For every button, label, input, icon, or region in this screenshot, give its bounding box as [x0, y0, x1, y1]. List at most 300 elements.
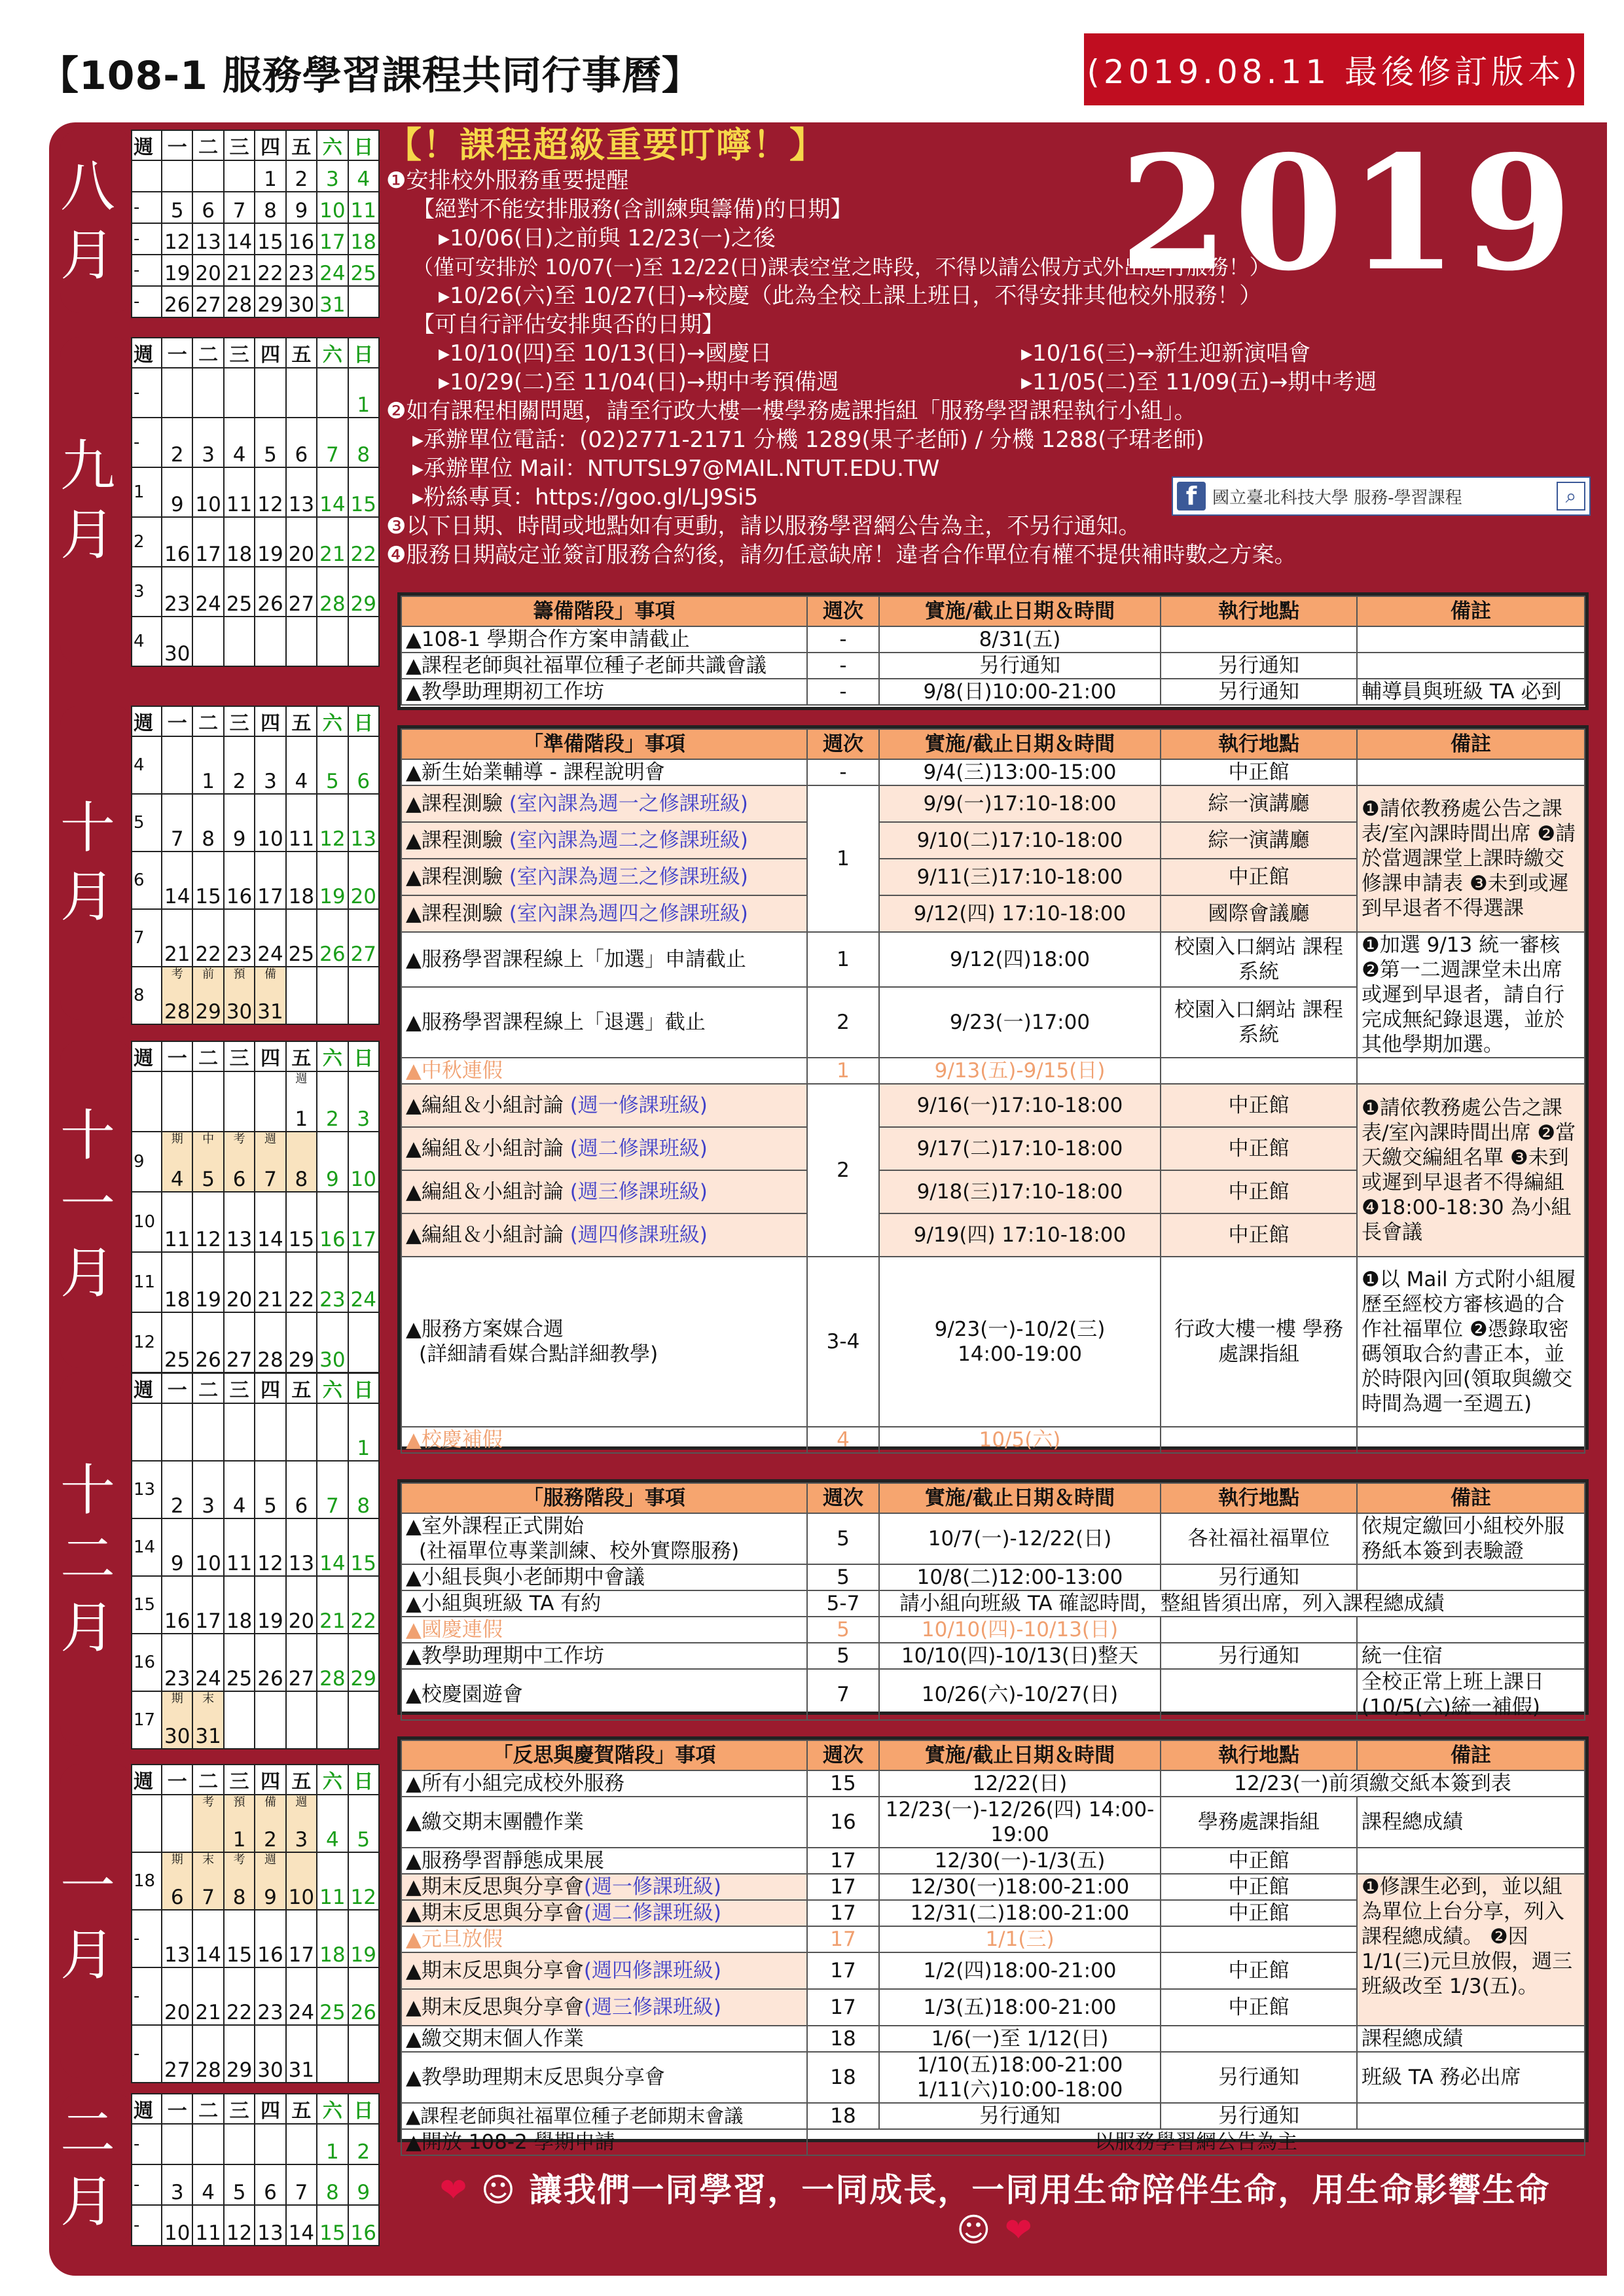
day-cell — [224, 794, 255, 852]
exam-tag: 前 — [202, 967, 215, 981]
day-cell — [192, 1071, 223, 1132]
day-cell — [286, 1252, 317, 1312]
day-number: 28 — [226, 293, 253, 317]
notice-line: （僅可安排於 10/07(一)至 12/22(日)課表空堂之時段，不得以請公假方式外出進行服務！） — [412, 255, 1271, 279]
weekday-header: 四 — [255, 2094, 285, 2124]
day-cell — [162, 1252, 192, 1312]
day-number: 30 — [164, 1725, 190, 1748]
day-number: 26 — [257, 1667, 283, 1691]
event-note: ❶加選 9/13 統一審核 ❷第一二週課堂未出席或遲到早退者，請自行完成無紀錄退選，並於其他學期加選。 — [1357, 932, 1585, 1058]
day-number: 18 — [164, 1288, 190, 1312]
event-item-text: ▲期末反思與分享會 — [406, 1959, 584, 1982]
weekday-header: 六 — [317, 1765, 348, 1795]
event-note — [1357, 1848, 1585, 1874]
day-cell — [255, 1910, 285, 1967]
day-number: 10 — [195, 1552, 221, 1575]
day-cell — [192, 736, 223, 794]
day-number: 22 — [288, 1288, 315, 1312]
day-cell — [255, 1403, 285, 1461]
day-cell — [192, 794, 223, 852]
day-cell — [286, 418, 317, 467]
week-number — [132, 1852, 162, 1910]
day-number: 13 — [257, 2221, 283, 2245]
day-number: 16 — [226, 885, 253, 908]
day-cell — [255, 736, 285, 794]
event-week: 17 — [807, 1952, 879, 1989]
day-number: 14 — [319, 1552, 346, 1575]
search-icon[interactable]: ⌕ — [1557, 482, 1585, 511]
event-date: 9/13(五)-9/15(日) — [879, 1058, 1161, 1084]
day-number: 1 — [134, 482, 145, 502]
week-number — [132, 192, 162, 223]
day-number: 4 — [325, 1828, 339, 1852]
day-cell — [192, 1576, 223, 1634]
day-cell — [255, 1132, 285, 1192]
event-date: 10/8(二)12:00-13:00 — [879, 1564, 1161, 1590]
day-number: 11 — [288, 827, 315, 851]
event-note: 依規定繳回小組校外服務紙本簽到表驗證 — [1357, 1513, 1585, 1564]
day-cell — [162, 1403, 192, 1461]
day-number: 17 — [134, 1710, 156, 1730]
weekday-header: 四 — [255, 338, 285, 368]
day-number: 7 — [232, 199, 246, 223]
weekday-header: 二 — [192, 338, 223, 368]
day-number: 3 — [134, 582, 145, 601]
day-number: 15 — [257, 230, 283, 254]
day-number: 1 — [357, 393, 370, 417]
event-item — [401, 859, 807, 895]
event-date-line: 14:00-19:00 — [958, 1342, 1082, 1366]
day-cell — [224, 255, 255, 286]
day-number: 16 — [288, 230, 315, 254]
notice-line: ❶安排校外服務重要提醒 — [386, 168, 629, 194]
exam-tag: 週 — [295, 1072, 308, 1086]
day-number: 15 — [350, 493, 376, 516]
day-cell — [317, 1312, 348, 1372]
day-number: 23 — [164, 1667, 190, 1691]
day-cell — [348, 517, 379, 567]
notice-line: ▸承辦單位 Mail：NTUTSL97@MAIL.NTUT.EDU.TW — [412, 456, 940, 482]
weekday-header: 三 — [224, 1765, 255, 1795]
week-number — [132, 617, 162, 666]
week-number — [132, 160, 162, 192]
day-number: 12 — [257, 1552, 283, 1575]
day-number: 13 — [164, 1943, 190, 1967]
day-cell — [162, 2025, 192, 2083]
week-number — [132, 1576, 162, 1634]
event-item-text: ▲編組＆小組討論 — [406, 1094, 564, 1117]
col-header: 週次 — [807, 596, 879, 626]
week-number — [132, 1518, 162, 1576]
event-place: 學務處課指組 — [1161, 1797, 1357, 1848]
day-number: 4 — [134, 755, 145, 775]
day-number: 15 — [226, 1943, 253, 1967]
col-header: 備註 — [1357, 596, 1585, 626]
event-week: 7 — [807, 1669, 879, 1720]
day-number: 24 — [288, 2001, 315, 2024]
day-cell — [224, 1252, 255, 1312]
day-number: 26 — [350, 2001, 376, 2024]
event-item: ▲小組長與小老師期中會議 — [401, 1564, 807, 1590]
event-date: 8/31(五) — [879, 626, 1161, 653]
weekday-header: 日 — [348, 706, 379, 736]
event-note: 班級 TA 務必出席 — [1357, 2052, 1585, 2103]
day-cell — [162, 467, 192, 517]
day-number: 29 — [226, 2058, 253, 2082]
day-number: 5 — [232, 2181, 246, 2204]
day-cell — [348, 1192, 379, 1252]
class-label: (室內課為週二之修課班級) — [509, 829, 748, 852]
event-note — [1357, 1427, 1585, 1453]
day-number: 15 — [195, 885, 221, 908]
day-cell — [224, 223, 255, 255]
event-place — [1161, 1058, 1357, 1084]
day-cell — [192, 1403, 223, 1461]
day-cell — [162, 1634, 192, 1691]
event-place: 另行通知 — [1161, 679, 1357, 705]
weekday-header: 二 — [192, 2094, 223, 2124]
day-number: 9 — [264, 1886, 277, 1909]
day-cell — [286, 1461, 317, 1518]
day-number: 21 — [257, 1288, 283, 1312]
day-cell — [286, 1518, 317, 1576]
day-cell — [255, 223, 285, 255]
event-date: 12/23(一)-12/26(四) 14:00-19:00 — [879, 1797, 1161, 1848]
day-number: - — [134, 2134, 140, 2154]
day-number: 8 — [232, 1886, 246, 1909]
day-cell — [317, 1132, 348, 1192]
weekday-header: 六 — [317, 130, 348, 160]
day-cell — [224, 1403, 255, 1461]
day-number: 6 — [232, 1168, 246, 1191]
day-number: 11 — [164, 1228, 190, 1251]
weekday-header: 日 — [348, 1765, 379, 1795]
day-number: 5 — [264, 1494, 277, 1518]
day-cell — [255, 852, 285, 909]
day-cell — [224, 567, 255, 617]
notice-line: 【可自行評估安排與否的日期】 — [412, 312, 724, 338]
day-number: 6 — [202, 199, 215, 223]
event-date: 1/6(一)至 1/12(日) — [879, 2026, 1161, 2052]
day-number: 19 — [195, 1288, 221, 1312]
day-number: 1 — [295, 1107, 308, 1131]
day-number: 21 — [226, 262, 253, 285]
day-number: 25 — [226, 592, 253, 616]
day-cell — [224, 1461, 255, 1518]
day-number: 23 — [226, 942, 253, 966]
event-place: 校園入口網站 課程系統 — [1161, 932, 1357, 987]
day-cell — [192, 467, 223, 517]
day-number: 27 — [226, 1348, 253, 1372]
event-item: ▲新生始業輔導 - 課程說明會 — [401, 759, 807, 785]
weekday-header: 一 — [162, 1041, 192, 1071]
day-number: 13 — [134, 1480, 156, 1499]
week-number — [132, 2124, 162, 2164]
day-number: 9 — [170, 1552, 184, 1575]
month-label: 九月 — [60, 337, 134, 664]
day-cell — [348, 1852, 379, 1910]
day-cell — [317, 2164, 348, 2205]
event-item: ▲教學助理期中工作坊 — [401, 1643, 807, 1669]
day-cell — [317, 2205, 348, 2246]
day-cell — [162, 1071, 192, 1132]
day-cell — [255, 1312, 285, 1372]
weekday-header: 四 — [255, 1373, 285, 1403]
day-number: 7 — [170, 827, 184, 851]
event-week: 17 — [807, 1874, 879, 1900]
event-date: 12/31(二)18:00-21:00 — [879, 1900, 1161, 1926]
day-number: - — [134, 2215, 140, 2235]
day-cell — [317, 1852, 348, 1910]
day-number: 29 — [350, 1667, 376, 1691]
day-cell — [255, 1576, 285, 1634]
week-number — [132, 368, 162, 418]
event-item: ▲繳交期末個人作業 — [401, 2026, 807, 2052]
day-cell — [255, 1192, 285, 1252]
day-number: 13 — [288, 493, 315, 516]
day-number: 6 — [357, 770, 370, 793]
event-week: 18 — [807, 2103, 879, 2129]
day-cell — [348, 255, 379, 286]
weekday-header: 五 — [286, 1765, 317, 1795]
day-cell — [317, 1576, 348, 1634]
event-place: 行政大樓一樓 學務處課指組 — [1161, 1257, 1357, 1427]
month-label: 十月 — [60, 706, 134, 1020]
event-place — [1161, 1427, 1357, 1453]
day-cell — [286, 192, 317, 223]
event-item — [401, 1257, 807, 1427]
event-item — [401, 1127, 807, 1170]
day-cell — [255, 255, 285, 286]
event-item: ▲所有小組完成校外服務 — [401, 1770, 807, 1797]
day-number: 5 — [170, 199, 184, 223]
day-number: 20 — [226, 1288, 253, 1312]
week-number — [132, 1192, 162, 1252]
day-number: 12 — [164, 230, 190, 254]
notice-line: ▸11/05(二)至 11/09(五)→期中考週 — [1021, 369, 1377, 395]
day-number: 5 — [357, 1828, 370, 1852]
day-cell — [317, 286, 348, 317]
day-cell — [162, 617, 192, 666]
event-date: 另行通知 — [879, 653, 1161, 679]
day-cell — [162, 1192, 192, 1252]
day-number: 4 — [134, 632, 145, 651]
day-number: 19 — [164, 262, 190, 285]
day-number: 5 — [134, 813, 145, 833]
week-number — [132, 1691, 162, 1749]
day-number: 28 — [195, 2058, 221, 2082]
day-cell — [162, 1132, 192, 1192]
day-cell — [255, 1071, 285, 1132]
day-cell — [255, 1252, 285, 1312]
day-cell — [286, 286, 317, 317]
day-number: 22 — [195, 942, 221, 966]
day-cell — [348, 1252, 379, 1312]
heart-icon: ❤ — [439, 2171, 469, 2209]
week-number — [132, 1132, 162, 1192]
event-item: ▲教學助理期初工作坊 — [401, 679, 807, 705]
day-number: - — [134, 1929, 140, 1948]
weekday-header: 二 — [192, 1373, 223, 1403]
day-cell — [286, 1795, 317, 1852]
event-item: ▲校慶補假 — [401, 1427, 807, 1453]
day-number: 22 — [350, 1609, 376, 1633]
day-cell — [192, 617, 223, 666]
day-number: 29 — [257, 293, 283, 317]
day-number: 14 — [195, 1943, 221, 1967]
day-cell — [224, 286, 255, 317]
event-place: 中正館 — [1161, 1213, 1357, 1257]
day-cell — [162, 1461, 192, 1518]
day-number: 11 — [350, 199, 376, 223]
day-number: 27 — [350, 942, 376, 966]
day-number: 31 — [257, 1000, 283, 1024]
day-cell — [224, 1192, 255, 1252]
day-cell — [162, 1795, 192, 1852]
day-cell — [192, 967, 223, 1024]
day-number: 29 — [350, 592, 376, 616]
day-cell — [286, 2025, 317, 2083]
day-number: 19 — [319, 885, 346, 908]
exam-tag: 期 — [171, 1692, 183, 1706]
prep-stage-table — [397, 592, 1589, 710]
exam-tag: 週 — [295, 1795, 308, 1809]
day-cell — [348, 967, 379, 1024]
weekday-header: 三 — [224, 706, 255, 736]
year-heading: 2019 — [1119, 121, 1578, 306]
weekday-header: 一 — [162, 2094, 192, 2124]
event-item-text: ▲室外課程正式開始 — [406, 1515, 584, 1538]
day-cell — [162, 418, 192, 467]
day-cell — [348, 1461, 379, 1518]
day-cell — [162, 1576, 192, 1634]
day-number: 27 — [288, 592, 315, 616]
weekday-header: 五 — [286, 1041, 317, 1071]
day-cell — [286, 517, 317, 567]
event-place: 12/23(一)前須繳交紙本簽到表 — [1161, 1770, 1585, 1797]
day-cell — [192, 286, 223, 317]
day-cell — [317, 736, 348, 794]
event-date-line: 9/23(一)-10/2(三) — [934, 1318, 1106, 1341]
event-item-text: ▲課程測驗 — [406, 865, 503, 889]
event-date-line: 1/10(五)18:00-21:00 — [916, 2053, 1123, 2077]
day-number: 20 — [350, 885, 376, 908]
event-place — [1161, 626, 1357, 653]
month-calendar — [131, 1764, 380, 2083]
event-item-text: ▲編組＆小組討論 — [406, 1223, 564, 1247]
day-cell — [162, 852, 192, 909]
exam-tag: 考 — [171, 967, 183, 981]
day-cell — [317, 1691, 348, 1749]
week-number — [132, 1634, 162, 1691]
week-number — [132, 909, 162, 967]
day-cell — [255, 517, 285, 567]
day-number: 25 — [288, 942, 315, 966]
day-cell — [286, 1132, 317, 1192]
col-header: 實施/截止日期＆時間 — [879, 1483, 1161, 1513]
event-note: 輔導員與班級 TA 必到 — [1357, 679, 1585, 705]
day-cell — [317, 368, 348, 418]
day-cell — [286, 967, 317, 1024]
day-cell — [317, 1071, 348, 1132]
day-number: 10 — [134, 1212, 156, 1232]
day-cell — [192, 1132, 223, 1192]
day-cell — [286, 794, 317, 852]
weekday-header: 六 — [317, 2094, 348, 2124]
day-number: 31 — [319, 293, 346, 317]
day-cell — [162, 1691, 192, 1749]
day-cell — [317, 2124, 348, 2164]
day-number: 18 — [134, 1871, 156, 1891]
week-number — [132, 1071, 162, 1132]
facebook-search-box[interactable] — [1172, 476, 1591, 516]
event-item: ▲元旦放假 — [401, 1926, 807, 1952]
class-label: (週三修課班級) — [569, 1180, 708, 1204]
day-number: 28 — [164, 1000, 190, 1024]
day-number: 12 — [226, 2221, 253, 2245]
serve-stage-table — [397, 1479, 1589, 1719]
week-number — [132, 1252, 162, 1312]
day-cell — [348, 223, 379, 255]
day-cell — [348, 160, 379, 192]
weekday-header: 六 — [317, 1373, 348, 1403]
day-cell — [224, 2025, 255, 2083]
event-note — [1357, 653, 1585, 679]
day-cell — [317, 1252, 348, 1312]
day-cell — [224, 1132, 255, 1192]
month-calendar — [131, 1041, 380, 1373]
day-cell — [255, 1461, 285, 1518]
day-number: 9 — [134, 1152, 145, 1172]
day-number: 24 — [257, 942, 283, 966]
day-number: 12 — [257, 493, 283, 516]
event-date: 1/2(四)18:00-21:00 — [879, 1952, 1161, 1989]
day-number: 18 — [350, 230, 376, 254]
event-date: 12/22(日) — [879, 1770, 1161, 1797]
weekday-header: 四 — [255, 130, 285, 160]
day-number: 19 — [257, 543, 283, 566]
day-cell — [255, 2025, 285, 2083]
day-cell — [348, 567, 379, 617]
event-note — [1357, 626, 1585, 653]
day-number: 3 — [202, 443, 215, 467]
weekday-header: 週 — [132, 706, 162, 736]
event-item: ▲108-1 學期合作方案申請截止 — [401, 626, 807, 653]
event-note: ❶請依教務處公告之課表/室內課時間出席 ❷請於當週課堂上課時繳交修課申請表 ❸未到或遲到早退者不得選課 — [1357, 785, 1585, 932]
day-cell — [224, 1967, 255, 2025]
weekday-header: 三 — [224, 1373, 255, 1403]
day-cell — [348, 1634, 379, 1691]
day-number: 2 — [232, 770, 246, 793]
event-item-text: ▲期末反思與分享會 — [406, 1875, 584, 1899]
weekday-header: 日 — [348, 2094, 379, 2124]
week-number — [132, 223, 162, 255]
day-cell — [348, 736, 379, 794]
day-number: 2 — [134, 532, 145, 552]
event-note: 統一住宿 — [1357, 1643, 1585, 1669]
day-cell — [255, 1691, 285, 1749]
day-cell — [224, 967, 255, 1024]
event-date: 9/9(一)17:10-18:00 — [879, 785, 1161, 822]
day-number: 10 — [195, 493, 221, 516]
event-date: 9/10(二)17:10-18:00 — [879, 822, 1161, 859]
day-number: 13 — [226, 1228, 253, 1251]
month-calendar — [131, 2093, 380, 2246]
day-cell — [317, 1461, 348, 1518]
day-cell — [348, 909, 379, 967]
reflect-stage-table — [397, 1736, 1589, 2154]
day-cell — [255, 1634, 285, 1691]
